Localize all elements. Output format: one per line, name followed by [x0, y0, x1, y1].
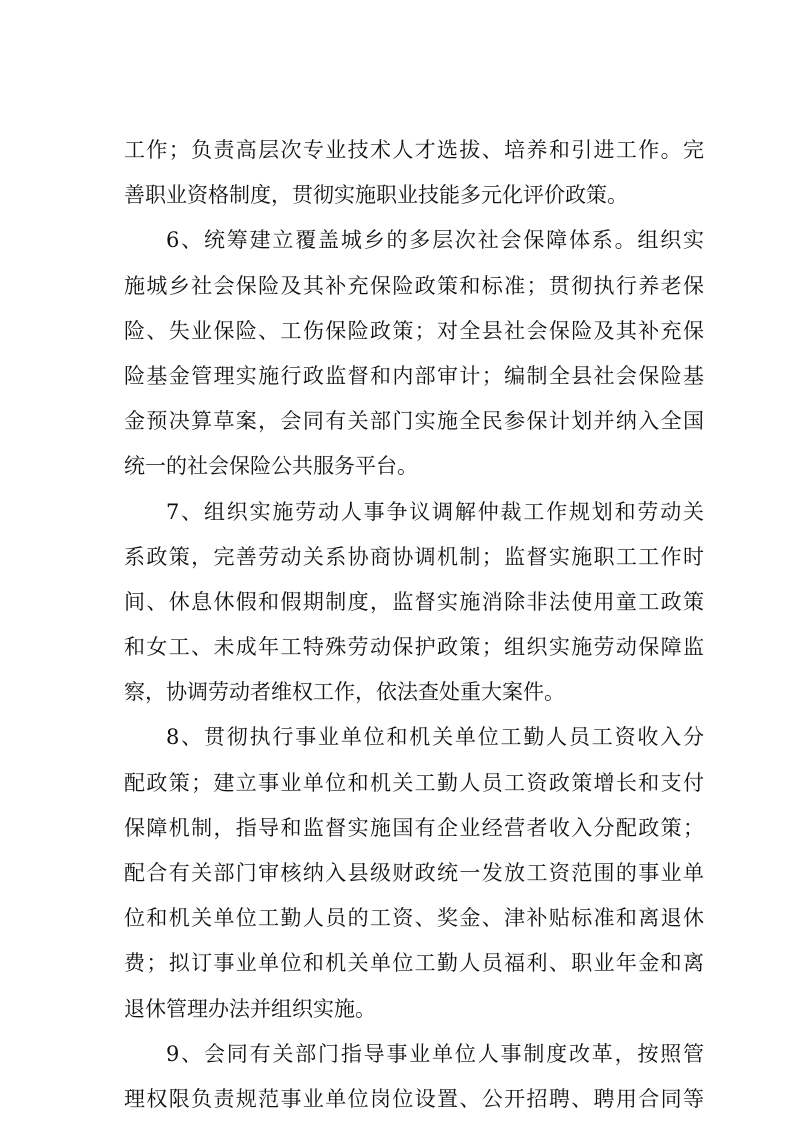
text-line: 保障机制，指导和监督实施国有企业经营者收入分配政策； — [124, 815, 704, 840]
text-line: 间、休息休假和假期制度，监督实施消除非法使用童工政策 — [124, 589, 704, 614]
paragraph-9 — [124, 1032, 704, 1122]
body-text — [124, 128, 704, 1122]
text-line: 和女工、未成年工特殊劳动保护政策；组织实施劳动保障监 — [124, 635, 704, 660]
text-line: 位和机关单位工勤人员的工资、奖金、津补贴标准和离退休 — [124, 906, 704, 931]
paragraph-8 — [124, 715, 704, 1031]
text-line: 善职业资格制度，贯彻实施职业技能多元化评价政策。 — [124, 183, 628, 208]
text-line: 7、组织实施劳动人事争议调解仲裁工作规划和劳动关 — [166, 499, 704, 524]
text-line: 工作；负责高层次专业技术人才选拔、培养和引进工作。完 — [124, 138, 704, 162]
text-line: 理权限负责规范事业单位岗位设置、公开招聘、聘用合同等 — [124, 1086, 704, 1111]
text-line: 退休管理办法并组织实施。 — [124, 996, 376, 1021]
text-line: 施城乡社会保险及其补充保险政策和标准；贯彻执行养老保 — [124, 273, 704, 298]
text-line: 6、统筹建立覆盖城乡的多层次社会保障体系。组织实 — [166, 228, 704, 253]
text-line: 配合有关部门审核纳入县级财政统一发放工资范围的事业单 — [124, 861, 704, 885]
text-line: 8、贯彻执行事业单位和机关单位工勤人员工资收入分 — [166, 725, 704, 750]
text-line: 察，协调劳动者维权工作，依法查处重大案件。 — [124, 680, 565, 705]
text-line: 系政策，完善劳动关系协商协调机制；监督实施职工工作时 — [124, 544, 704, 569]
text-line: 9、会同有关部门指导事业单位人事制度改革，按照管 — [166, 1041, 704, 1066]
paragraph-5-continued — [124, 128, 704, 218]
text-line: 险基金管理实施行政监督和内部审计；编制全县社会保险基 — [124, 363, 704, 388]
text-line: 统一的社会保险公共服务平台。 — [124, 454, 418, 479]
text-line: 配政策；建立事业单位和机关工勤人员工资政策增长和支付 — [124, 770, 704, 795]
paragraph-6 — [124, 218, 704, 489]
text-line: 金预决算草案，会同有关部门实施全民参保计划并纳入全国 — [124, 409, 704, 434]
text-line: 险、失业保险、工伤保险政策；对全县社会保险及其补充保 — [124, 318, 704, 343]
text-line: 费；拟订事业单位和机关单位工勤人员福利、职业年金和离 — [124, 951, 704, 976]
paragraph-7 — [124, 490, 704, 716]
